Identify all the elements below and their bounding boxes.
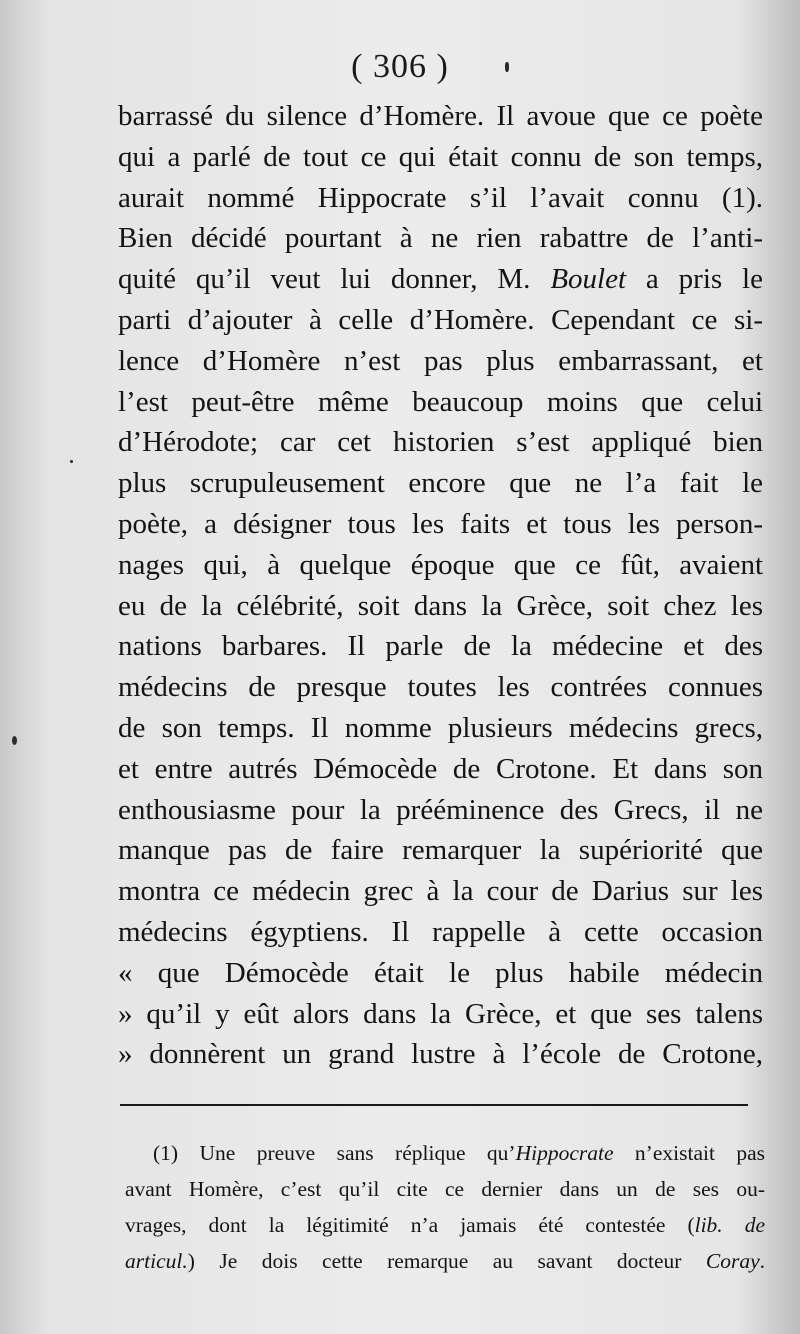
name-coray: Coray [705, 1249, 760, 1273]
text-fragment: quité qu’il veut lui donner, M. [118, 263, 551, 296]
text-line: d’Hérodote; car cet historien s’est appliqué bien [118, 426, 763, 459]
text-line: et entre autrés Démocède de Crotone. Et dans son [118, 752, 763, 785]
main-text [118, 96, 763, 1075]
ink-speck [505, 62, 509, 72]
text-fragment: (1) Une preuve sans réplique qu’ [153, 1141, 516, 1165]
text-line: eu de la célébrité, soit dans la Grèce, soit chez les [118, 589, 763, 622]
page-number: ( 306 ) [351, 48, 449, 85]
text-line: plus scrupuleusement encore que ne l’a fait le [118, 467, 763, 500]
text-line: Bien décidé pourtant à ne rien rabattre de l’anti- [118, 222, 763, 255]
text-line: parti d’ajouter à celle d’Homère. Cependant ce si- [118, 303, 763, 336]
text-line: de son temps. Il nomme plusieurs médecins grecs, [118, 711, 763, 744]
text-line: poète, a désigner tous les faits et tous les person- [118, 507, 763, 540]
text-line: l’est peut-être même beaucoup moins que celui [118, 385, 763, 418]
text-fragment: ) Je dois cette remarque au savant docteur [187, 1249, 706, 1273]
text-line: » donnèrent un grand lustre à l’école de Crotone, [118, 1038, 763, 1071]
footnote-line [125, 1207, 765, 1243]
text-line: « que Démocède était le plus habile médecin [118, 956, 763, 989]
footnote-line [125, 1243, 765, 1279]
name-hippocrate: Hippocrate [515, 1141, 614, 1165]
text-fragment: vrages, dont la légitimité n’a jamais été contestée ( [125, 1213, 695, 1237]
text-line: nages qui, à quelque époque que ce fût, avaient [118, 548, 763, 581]
text-line: barrassé du silence d’Homère. Il avoue que ce poète [118, 100, 763, 132]
text-line: manque pas de faire remarquer la supériorité que [118, 834, 763, 867]
text-line: médecins de presque toutes les contrées connues [118, 671, 763, 704]
text-fragment: . [759, 1249, 765, 1273]
text-line: lence d’Homère n’est pas plus embarrassant, et [118, 344, 763, 377]
text-line: montra ce médecin grec à la cour de Darius sur les [118, 875, 763, 908]
ink-speck [12, 736, 17, 745]
text-fragment: a pris le [626, 263, 763, 296]
footnote [125, 1135, 765, 1279]
footnote-line: avant Homère, c’est qu’il cite ce dernier dans un de ses ou- [125, 1177, 765, 1201]
text-line: qui a parlé de tout ce qui était connu de son temps, [118, 140, 763, 173]
text-line: nations barbares. Il parle de la médecine et des [118, 630, 763, 663]
ink-speck [70, 460, 73, 463]
text-fragment: n’existait pas [613, 1141, 766, 1165]
text-line: enthousiasme pour la prééminence des Grecs, il ne [118, 793, 763, 826]
citation-italic: lib. de [694, 1213, 765, 1237]
name-boulet: Boulet [550, 263, 627, 296]
text-line: aurait nommé Hippocrate s’il l’avait connu (1). [118, 181, 763, 214]
footnote-line [125, 1135, 765, 1171]
text-line [118, 259, 763, 300]
citation-italic: articul. [125, 1249, 188, 1273]
text-line: » qu’il y eût alors dans la Grèce, et que ses talens [118, 997, 763, 1030]
footnote-separator [120, 1104, 748, 1106]
text-line: médecins égyptiens. Il rappelle à cette occasion [118, 915, 763, 948]
